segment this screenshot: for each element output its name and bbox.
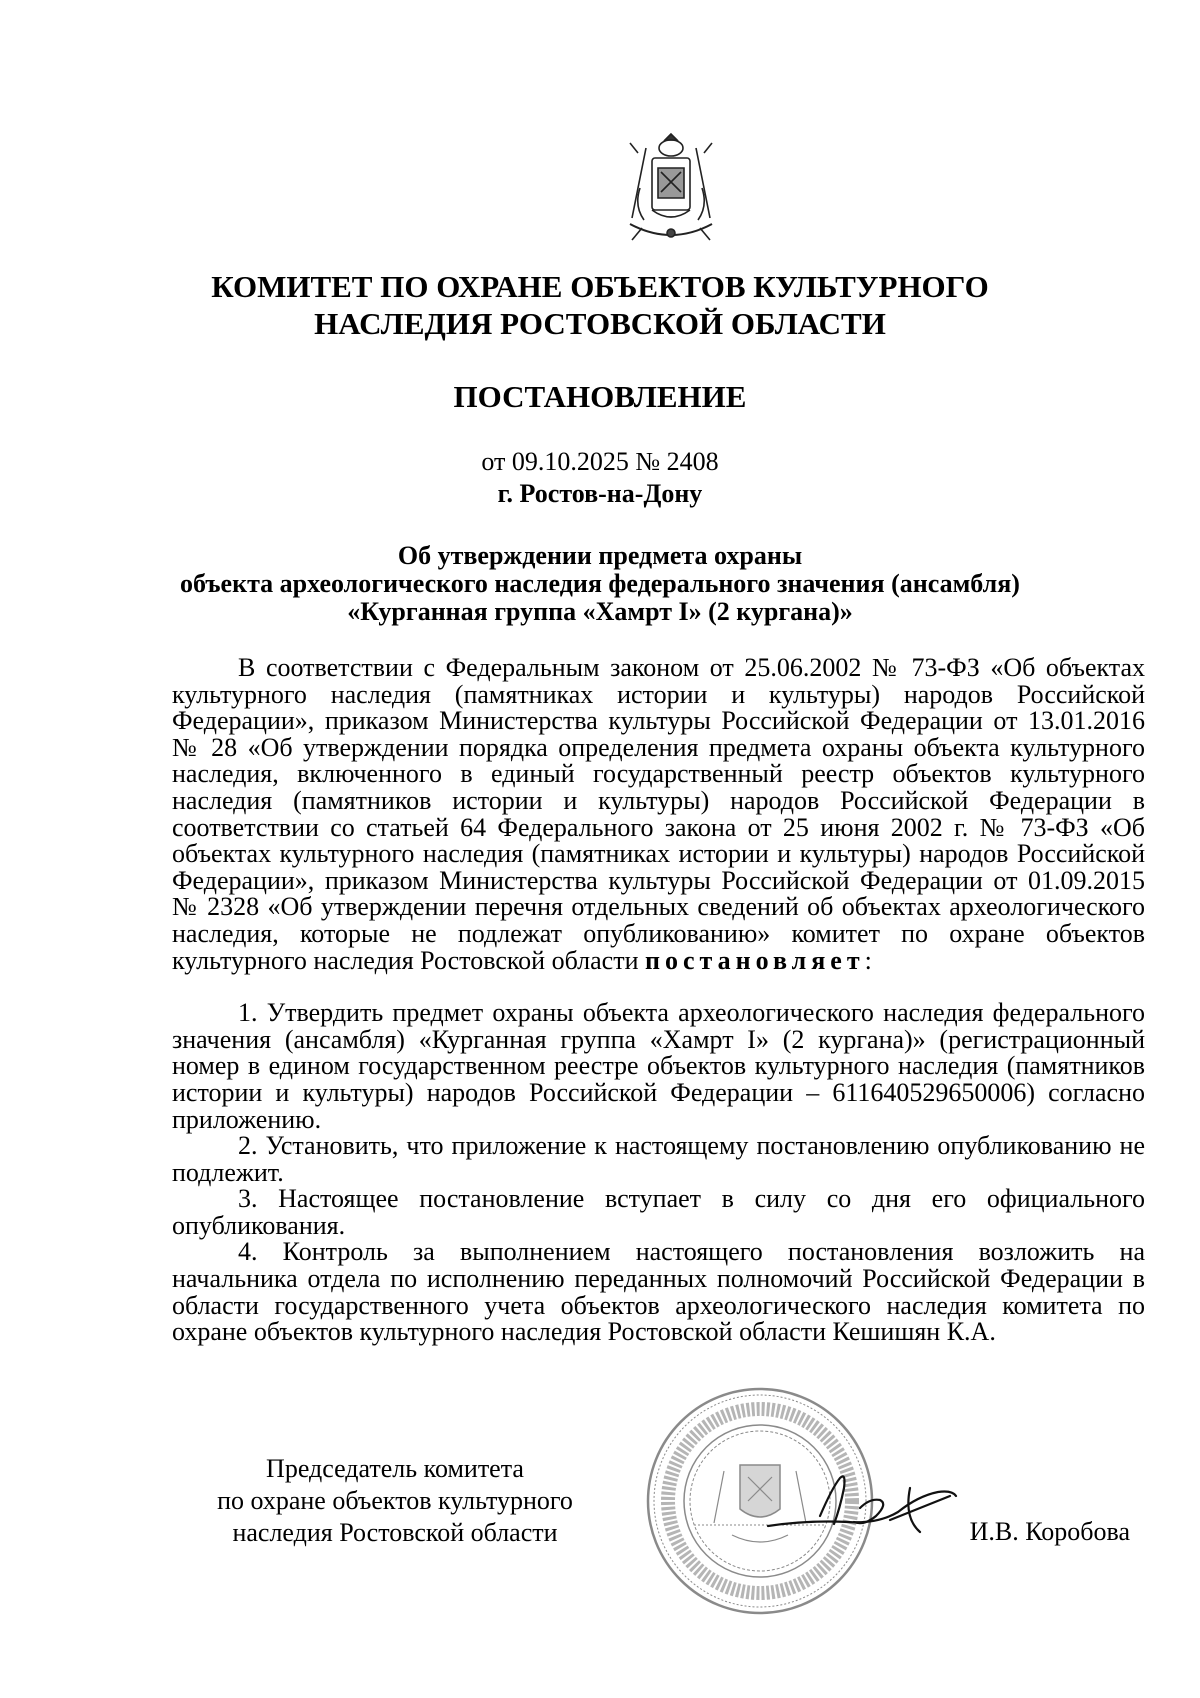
preamble-paragraph: [172, 655, 1145, 974]
subject-line1: Об утверждении предмета охраны: [397, 541, 803, 570]
signer-position-line3: наследия Ростовской области: [232, 1518, 558, 1547]
coat-of-arms-icon: [616, 128, 726, 248]
signer-position: [170, 1453, 620, 1549]
document-date-number: от 09.10.2025 № 2408: [481, 447, 719, 476]
document-type: ПОСТАНОВЛЕНИЕ: [453, 379, 747, 414]
organization-name-line1: КОМИТЕТ ПО ОХРАНЕ ОБЪЕКТОВ КУЛЬТУРНОГО: [211, 269, 989, 304]
resolution-item-4: 4. Контроль за выполнением настоящего постановления возложить на начальника отдела по исполнению переданных полномочий Российской Федерации в области государственного учета объектов археологического наследия комитета по охране объектов культурного наследия Ростовской области Кешишян К.А.: [172, 1237, 1145, 1347]
document-subject: [150, 542, 1050, 626]
signer-name: И.В. Коробова: [969, 1517, 1130, 1546]
preamble-text: В соответствии с Федеральным законом от 25.06.2002 № 73-ФЗ «Об объектах культурного наследия (памятниках истории и культуры) народов Российской Федерации», приказом Министерства культуры Российской Федерации от 13.01.2016 № 28 «Об утверждении порядка определения предмета охраны объекта культурного наследия, включенного в единый государственный реестр объектов культурного наследия (памятников истории и культуры) народов Российской Федерации в соответствии со статьей 64 Федерального закона от 25 июня 2002 г. № 73-ФЗ «Об объектах культурного наследия (памятниках истории и культуры) народов Российской Федерации», приказом Министерства культуры Российской Федерации от 01.09.2015 № 2328 «Об утверждении перечня отдельных сведений об объектах археологического наследия, которые не подлежат опубликованию» комитет по охране объектов культурного наследия Ростовской области: [172, 653, 1145, 975]
resolution-item-2: 2. Установить, что приложение к настоящему постановлению опубликованию не подлежит.: [172, 1131, 1145, 1187]
document-city: г. Ростов-на-Дону: [497, 479, 703, 508]
subject-line2: объекта археологического наследия федерального значения (ансамбля): [180, 569, 1020, 598]
organization-name: [180, 268, 1020, 342]
subject-line3: «Курганная группа «Хамрт I» (2 кургана)»: [347, 597, 853, 626]
resolution-item-1: 1. Утвердить предмет охраны объекта археологического наследия федерального значения (ансамбля) «Курганная группа «Хамрт I» (2 кургана)» (регистрационный номер в едином государственном реестре объектов культурного наследия (памятников истории и культуры) народов Российской Федерации – 611640529650006) согласно приложению.: [172, 998, 1145, 1134]
resolves-word: постановляет: [645, 945, 865, 975]
signer-position-line2: по охране объектов культурного: [217, 1486, 573, 1515]
organization-name-line2: НАСЛЕДИЯ РОСТОВСКОЙ ОБЛАСТИ: [314, 306, 886, 341]
preamble-colon: :: [864, 945, 872, 975]
document-body: [172, 655, 1145, 1346]
resolution-item-3: 3. Настоящее постановление вступает в силу со дня его официального опубликования.: [172, 1184, 1145, 1240]
signer-position-line1: Председатель комитета: [266, 1454, 524, 1483]
